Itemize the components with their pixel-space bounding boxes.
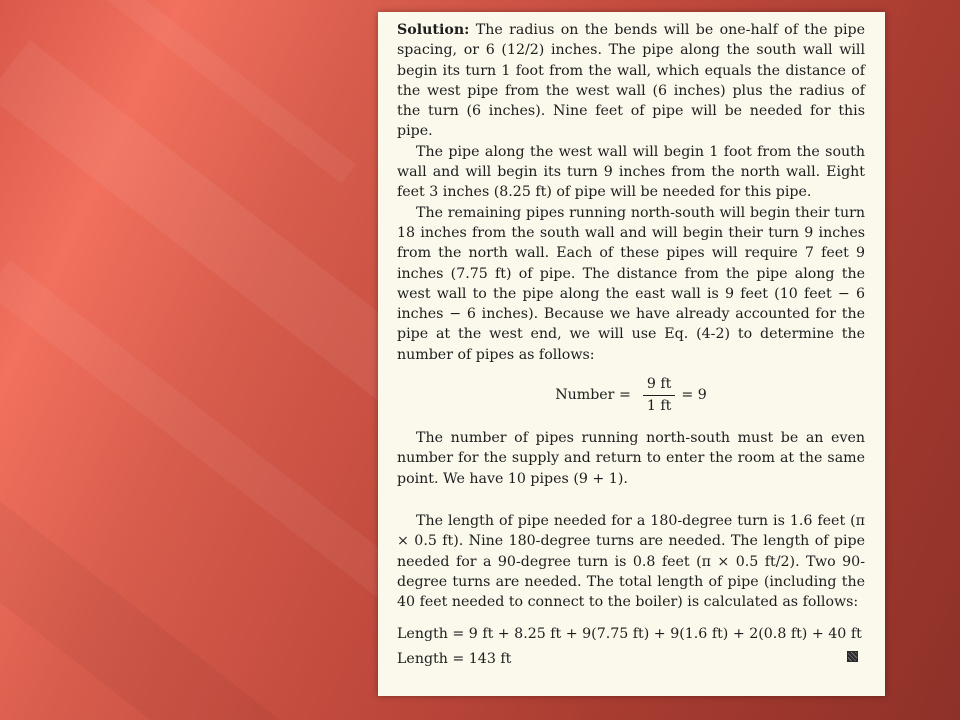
length-calculation — [397, 624, 865, 669]
solution-paragraph-2: The pipe along the west wall will begin 1 foot from the south wall and will begin its turn 9 inches from the north wall. Eight feet 3 inches (8.25 ft) of pipe will be needed for this pipe. — [397, 143, 865, 201]
equation-numerator: 9 ft — [643, 375, 676, 396]
number-of-pipes-equation — [397, 375, 865, 416]
equation-denominator: 1 ft — [646, 398, 672, 415]
equation-label: Number = — [555, 387, 631, 404]
scanned-textbook-page — [378, 12, 885, 696]
solution-paragraph-1-text: The radius on the bends will be one-half of the pipe spacing, or 6 (12/2) inches. The pipe along the south wall will begin its turn 1 foot from the wall, which equals the distance of the west pipe from the west wall (6 inches) plus the radius of the turn (6 inches). Nine feet of pipe will be needed for this pipe. — [397, 22, 865, 140]
background-stripe — [0, 40, 440, 415]
solution-paragraph-4: The number of pipes running north-south must be an even number for the supply and return to enter the room at the same point. We have 10 pipes (9 + 1). — [397, 430, 865, 487]
solution-paragraph-5: The length of pipe needed for a 180-degree turn is 1.6 feet (π × 0.5 ft). Nine 180-degree turns are needed. The length of pipe needed for a 90-degree turn is 0.8 feet (π × 0.5 ft/2). Two 90-degree turns are needed. The total length of pipe (including the 40 feet needed to connect to the boiler) is calculated as follows: — [397, 512, 865, 611]
solution-paragraph-1 — [397, 20, 865, 142]
length-equation-2: Length = 143 ft — [397, 650, 512, 667]
solution-lead: Solution: — [397, 22, 470, 38]
equation-result: = 9 — [681, 387, 707, 404]
background-stripe — [0, 470, 322, 720]
background-stripe — [105, 0, 356, 184]
end-of-example-icon — [847, 651, 858, 662]
length-equation-1: Length = 9 ft + 8.25 ft + 9(7.75 ft) + 9(1.6 ft) + 2(0.8 ft) + 40 ft — [397, 626, 862, 643]
equation-fraction — [643, 375, 676, 416]
solution-paragraph-3: The remaining pipes running north-south will begin their turn 18 inches from the south wall and will begin their turn 9 inches from the north wall. Each of these pipes will require 7 feet 9 inches (7.75 ft) of pipe. The distance from the pipe along the west wall to the pipe along the east wall is 9 feet (10 feet − 6 inches − 6 inches). Because we have already accounted for the pipe at the west end, we will use Eq. (4-2) to determine the number of pipes as follows: — [397, 204, 865, 363]
